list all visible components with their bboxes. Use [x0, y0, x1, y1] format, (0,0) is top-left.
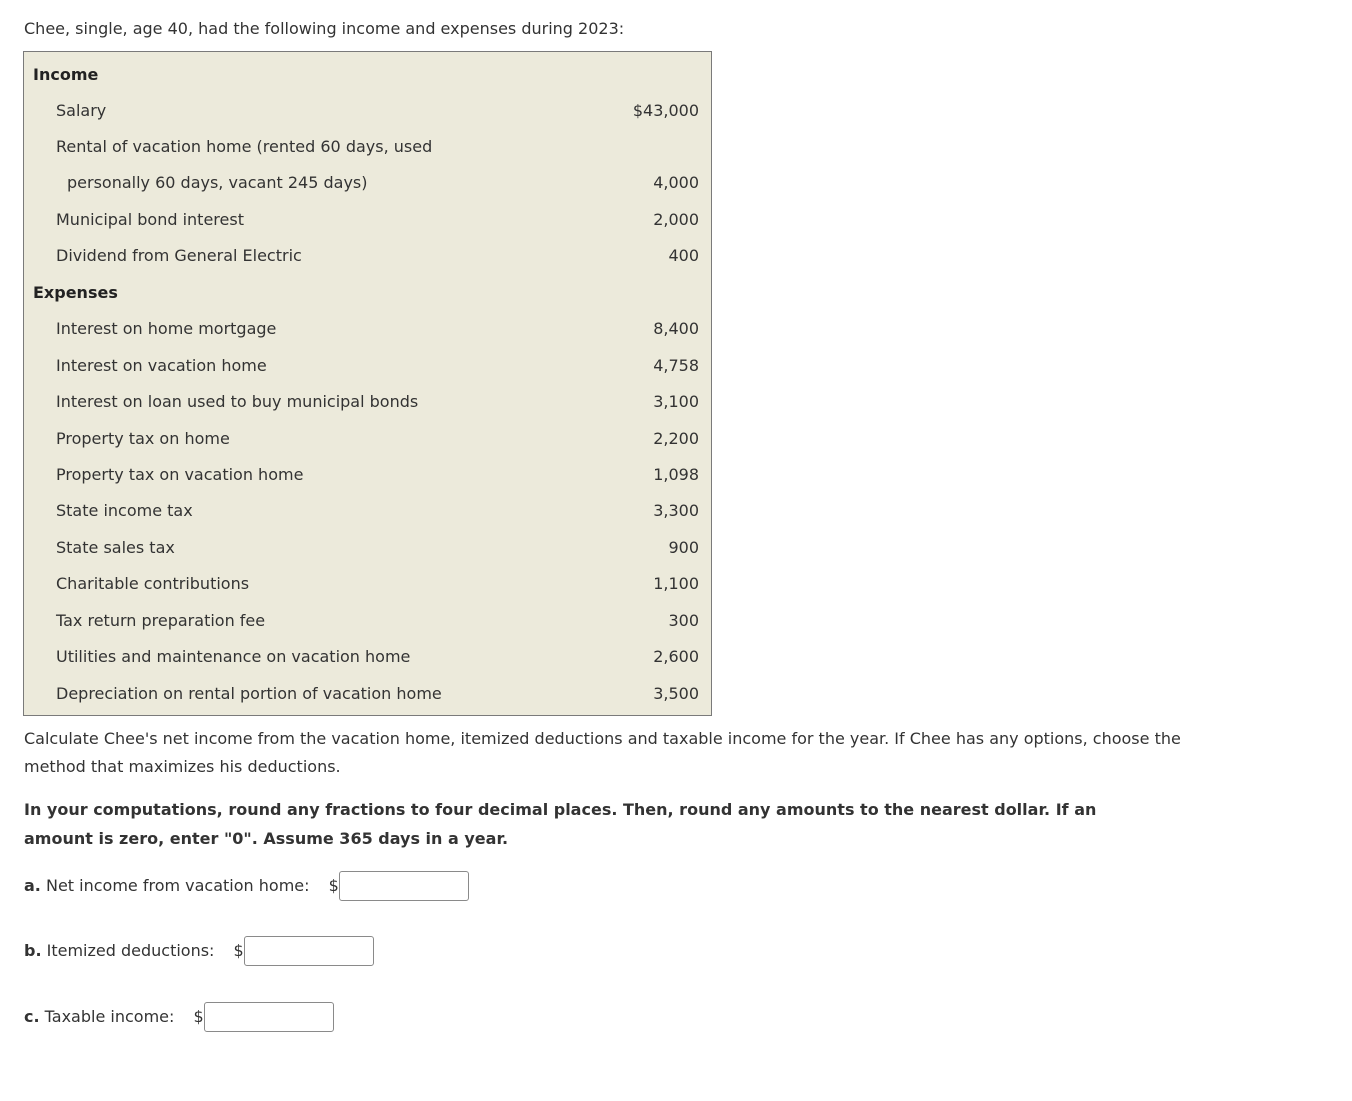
- row-value: 3,500: [653, 684, 699, 703]
- row-value: 1,100: [653, 574, 699, 593]
- row-label: Property tax on vacation home: [56, 465, 304, 484]
- row-value: 300: [668, 611, 699, 630]
- answer-label: Taxable income:: [44, 1007, 175, 1026]
- row-value: 3,300: [653, 501, 699, 520]
- itemized-deductions-input[interactable]: [244, 936, 374, 966]
- row-label: State income tax: [56, 501, 193, 520]
- row-label: Interest on home mortgage: [56, 319, 277, 338]
- answer-b: [24, 936, 374, 966]
- table-row: [24, 644, 711, 670]
- answer-label: Itemized deductions:: [46, 941, 215, 960]
- row-label: Property tax on home: [56, 429, 230, 448]
- table-row: [24, 170, 711, 196]
- currency-symbol: $: [328, 876, 339, 895]
- row-value: $43,000: [632, 101, 699, 120]
- row-value: 2,600: [653, 647, 699, 666]
- row-value: 4,758: [653, 356, 699, 375]
- table-row: [24, 389, 711, 415]
- income-expense-table: [23, 51, 712, 716]
- row-label: Tax return preparation fee: [56, 611, 266, 630]
- row-label: personally 60 days, vacant 245 days): [67, 173, 368, 192]
- taxable-income-input[interactable]: [204, 1002, 334, 1032]
- row-value: 4,000: [653, 173, 699, 192]
- table-row: [24, 608, 711, 634]
- table-row: [24, 207, 711, 233]
- row-value: 1,098: [653, 465, 699, 484]
- answer-label: Net income from vacation home:: [45, 876, 310, 895]
- row-label: Depreciation on rental portion of vacation home: [56, 684, 442, 703]
- currency-symbol: $: [193, 1007, 204, 1026]
- income-heading: Income: [33, 65, 99, 84]
- table-row: [24, 498, 711, 524]
- table-row: [24, 316, 711, 342]
- row-value: 3,100: [653, 392, 699, 411]
- table-row: [24, 243, 711, 269]
- row-value: 900: [668, 538, 699, 557]
- answer-letter: c.: [24, 1007, 40, 1026]
- answer-letter: b.: [24, 941, 42, 960]
- net-income-vacation-home-input[interactable]: [339, 871, 469, 901]
- row-label: Salary: [56, 101, 107, 120]
- row-label: Charitable contributions: [56, 574, 250, 593]
- table-row: [24, 426, 711, 452]
- row-label: Rental of vacation home (rented 60 days, used: [56, 137, 433, 156]
- currency-symbol: $: [233, 941, 244, 960]
- row-label: State sales tax: [56, 538, 175, 557]
- row-value: 2,000: [653, 210, 699, 229]
- row-label: Interest on vacation home: [56, 356, 267, 375]
- row-label: Municipal bond interest: [56, 210, 244, 229]
- table-row: [24, 462, 711, 488]
- table-row: [24, 571, 711, 597]
- table-row: [24, 134, 711, 160]
- answer-letter: a.: [24, 876, 41, 895]
- row-label: Dividend from General Electric: [56, 246, 302, 265]
- expenses-heading: Expenses: [33, 283, 118, 302]
- table-row: [24, 353, 711, 379]
- table-row: [24, 681, 711, 707]
- row-label: Interest on loan used to buy municipal bonds: [56, 392, 419, 411]
- problem-intro: Chee, single, age 40, had the following income and expenses during 2023:: [24, 19, 625, 38]
- question-text: Calculate Chee's net income from the vacation home, itemized deductions and taxable income for the year. If Chee has any options, choose the method that maximizes his deductions.: [24, 729, 1181, 776]
- row-value: 8,400: [653, 319, 699, 338]
- answer-a: [24, 871, 469, 901]
- answer-c: [24, 1002, 334, 1032]
- row-value: 400: [668, 246, 699, 265]
- rounding-instruction: In your computations, round any fractions to four decimal places. Then, round any amounts to the nearest dollar. If an amount is zero, enter "0". Assume 365 days in a year.: [24, 800, 1097, 848]
- row-label: Utilities and maintenance on vacation home: [56, 647, 411, 666]
- row-value: 2,200: [653, 429, 699, 448]
- table-row: [24, 98, 711, 124]
- table-row: [24, 535, 711, 561]
